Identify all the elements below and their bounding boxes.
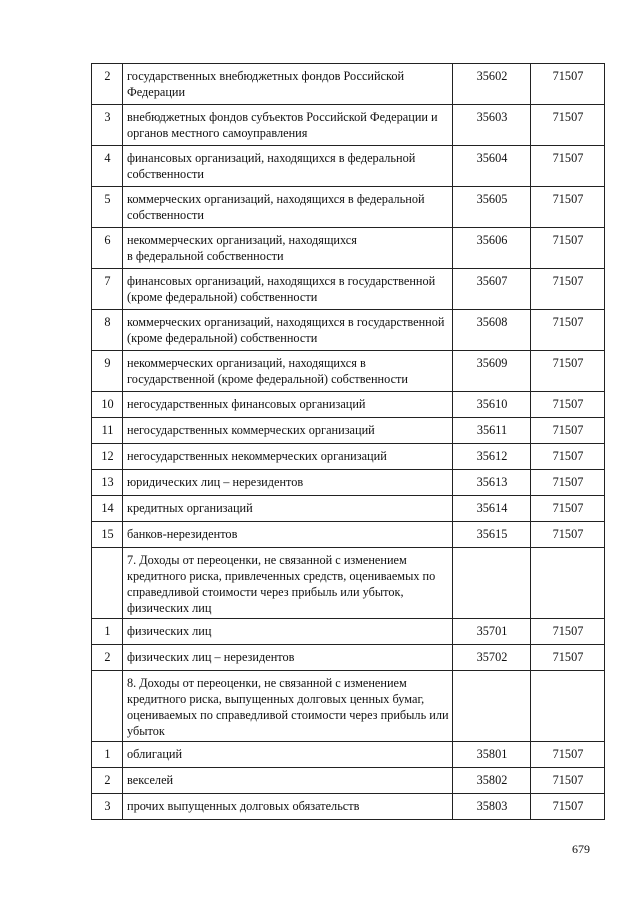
- account-number-cell: [531, 671, 605, 742]
- account-number-cell: 71507: [531, 392, 605, 418]
- section-title-cell: 7. Доходы от переоценки, не связанной с изменением кредитного риска, привлеченных средств, оцениваемых по справедливой стоимости через прибыль или убыток, физических лиц: [123, 548, 453, 619]
- description-cell: негосударственных коммерческих организаций: [123, 418, 453, 444]
- row-number-cell: 6: [92, 228, 123, 269]
- account-number-cell: 71507: [531, 228, 605, 269]
- account-number-cell: 71507: [531, 418, 605, 444]
- table-row: [92, 522, 605, 548]
- symbol-code-cell: 35608: [453, 310, 531, 351]
- description-cell: прочих выпущенных долговых обязательств: [123, 794, 453, 820]
- account-number-cell: 71507: [531, 619, 605, 645]
- row-number-cell: 2: [92, 645, 123, 671]
- table-row: [92, 269, 605, 310]
- row-number-cell: 1: [92, 619, 123, 645]
- description-cell: некоммерческих организаций, находящихся в федеральной собственности: [123, 228, 453, 269]
- table-row: [92, 418, 605, 444]
- symbol-code-cell: 35614: [453, 496, 531, 522]
- table-row: [92, 794, 605, 820]
- description-cell: коммерческих организаций, находящихся в федеральной собственности: [123, 187, 453, 228]
- account-number-cell: 71507: [531, 496, 605, 522]
- table-row: [92, 645, 605, 671]
- table-row: [92, 310, 605, 351]
- symbol-code-cell: 35701: [453, 619, 531, 645]
- row-number-cell: 13: [92, 470, 123, 496]
- account-number-cell: 71507: [531, 742, 605, 768]
- account-number-cell: 71507: [531, 64, 605, 105]
- description-cell: облигаций: [123, 742, 453, 768]
- description-cell: коммерческих организаций, находящихся в государственной (кроме федеральной) собственности: [123, 310, 453, 351]
- account-number-cell: 71507: [531, 351, 605, 392]
- symbol-code-cell: 35615: [453, 522, 531, 548]
- row-number-cell: 3: [92, 105, 123, 146]
- table-row: [92, 187, 605, 228]
- table-row: [92, 392, 605, 418]
- table-row: [92, 444, 605, 470]
- description-cell: государственных внебюджетных фондов Российской Федерации: [123, 64, 453, 105]
- table-row: [92, 470, 605, 496]
- table-body: [92, 64, 605, 820]
- row-number-cell: 3: [92, 794, 123, 820]
- symbol-code-cell: 35610: [453, 392, 531, 418]
- accounts-table: [91, 63, 605, 820]
- description-cell: внебюджетных фондов субъектов Российской Федерации и органов местного самоуправления: [123, 105, 453, 146]
- table-row: [92, 496, 605, 522]
- row-number-cell: 7: [92, 269, 123, 310]
- row-number-cell: 4: [92, 146, 123, 187]
- description-cell: физических лиц: [123, 619, 453, 645]
- symbol-code-cell: 35603: [453, 105, 531, 146]
- table-row: [92, 742, 605, 768]
- description-cell: кредитных организаций: [123, 496, 453, 522]
- account-number-cell: 71507: [531, 310, 605, 351]
- section-title-cell: 8. Доходы от переоценки, не связанной с изменением кредитного риска, выпущенных долговых ценных бумаг, оцениваемых по справедливой стоимости через прибыль или убыток: [123, 671, 453, 742]
- account-number-cell: 71507: [531, 444, 605, 470]
- account-number-cell: 71507: [531, 522, 605, 548]
- account-number-cell: 71507: [531, 187, 605, 228]
- symbol-code-cell: 35612: [453, 444, 531, 470]
- table-row: [92, 351, 605, 392]
- account-number-cell: [531, 548, 605, 619]
- symbol-code-cell: 35605: [453, 187, 531, 228]
- account-number-cell: 71507: [531, 470, 605, 496]
- row-number-cell: 9: [92, 351, 123, 392]
- description-cell: некоммерческих организаций, находящихся в государственной (кроме федеральной) собственности: [123, 351, 453, 392]
- description-cell: негосударственных финансовых организаций: [123, 392, 453, 418]
- account-number-cell: 71507: [531, 105, 605, 146]
- row-number-cell: 1: [92, 742, 123, 768]
- account-number-cell: 71507: [531, 269, 605, 310]
- symbol-code-cell: 35611: [453, 418, 531, 444]
- row-number-cell: 2: [92, 768, 123, 794]
- description-cell: физических лиц – нерезидентов: [123, 645, 453, 671]
- table-row: [92, 105, 605, 146]
- table-row: [92, 64, 605, 105]
- page-number: 679: [572, 842, 590, 856]
- row-number-cell: 15: [92, 522, 123, 548]
- row-number-cell: 11: [92, 418, 123, 444]
- row-number-cell: 12: [92, 444, 123, 470]
- symbol-code-cell: 35607: [453, 269, 531, 310]
- symbol-code-cell: 35702: [453, 645, 531, 671]
- row-number-cell: [92, 671, 123, 742]
- description-cell: векселей: [123, 768, 453, 794]
- account-number-cell: 71507: [531, 794, 605, 820]
- description-cell: банков-нерезидентов: [123, 522, 453, 548]
- symbol-code-cell: [453, 548, 531, 619]
- section-header-row: [92, 671, 605, 742]
- symbol-code-cell: [453, 671, 531, 742]
- description-cell: негосударственных некоммерческих организаций: [123, 444, 453, 470]
- symbol-code-cell: 35803: [453, 794, 531, 820]
- table-row: [92, 228, 605, 269]
- table-row: [92, 768, 605, 794]
- row-number-cell: 8: [92, 310, 123, 351]
- description-cell: финансовых организаций, находящихся в федеральной собственности: [123, 146, 453, 187]
- description-cell: юридических лиц – нерезидентов: [123, 470, 453, 496]
- symbol-code-cell: 35606: [453, 228, 531, 269]
- table-row: [92, 146, 605, 187]
- symbol-code-cell: 35613: [453, 470, 531, 496]
- row-number-cell: [92, 548, 123, 619]
- description-cell: финансовых организаций, находящихся в государственной (кроме федеральной) собственности: [123, 269, 453, 310]
- section-header-row: [92, 548, 605, 619]
- row-number-cell: 10: [92, 392, 123, 418]
- row-number-cell: 5: [92, 187, 123, 228]
- row-number-cell: 14: [92, 496, 123, 522]
- symbol-code-cell: 35602: [453, 64, 531, 105]
- symbol-code-cell: 35604: [453, 146, 531, 187]
- table-row: [92, 619, 605, 645]
- symbol-code-cell: 35801: [453, 742, 531, 768]
- account-number-cell: 71507: [531, 645, 605, 671]
- symbol-code-cell: 35609: [453, 351, 531, 392]
- account-number-cell: 71507: [531, 146, 605, 187]
- symbol-code-cell: 35802: [453, 768, 531, 794]
- row-number-cell: 2: [92, 64, 123, 105]
- account-number-cell: 71507: [531, 768, 605, 794]
